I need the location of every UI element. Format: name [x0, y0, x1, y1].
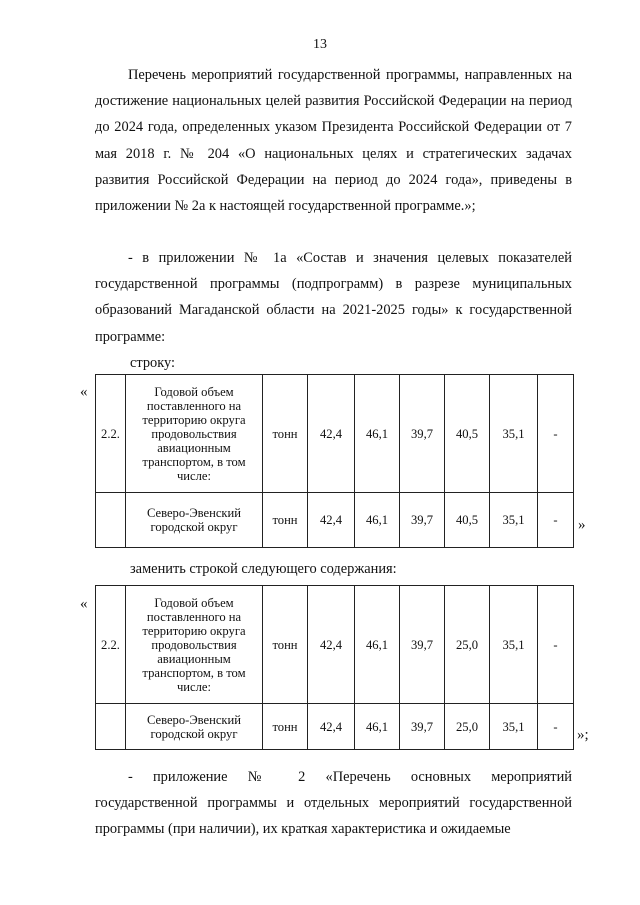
appendix1-paragraph: - в приложении № 1а «Состав и значения целевых показателей государственной программы (подпрограмм) в разрезе муниципальных образований Магаданской области на 2021-2025 годы» к государственной программе: — [95, 250, 572, 345]
subindicator-name: Северо-Эвенский городской округ — [126, 493, 263, 548]
appendix2-paragraph: государственной программы и отдельных мероприятий государственной программы (при наличии), их краткая характеристика и ожидаемые — [95, 795, 572, 838]
row-number: 2.2. — [96, 375, 126, 493]
quote-open-old: « — [80, 384, 88, 400]
value-cell: - — [538, 586, 574, 704]
value-cell: 42,4 — [308, 704, 355, 750]
page-number: 13 — [313, 37, 327, 52]
intro-paragraph: Перечень мероприятий государственной программы, направленных на достижение национальных целей развития Российской Федерации на период до 2024 года, определенных указом Президента Российской Федерации от 7 мая 2018 г. № 204 «О национальных целях и стратегических задачах развития Российской Федерации на период до 2024 года», приведены в приложении № 2а к настоящей государственной программе.»; — [95, 67, 572, 215]
value-cell: 39,7 — [400, 704, 445, 750]
unit-cell: тонн — [263, 493, 308, 548]
value-cell: 39,7 — [400, 375, 445, 493]
value-cell: 42,4 — [308, 375, 355, 493]
value-cell: - — [538, 493, 574, 548]
value-cell: 35,1 — [490, 493, 538, 548]
value-cell: 46,1 — [355, 493, 400, 548]
table-row — [96, 493, 574, 548]
value-cell: 25,0 — [445, 704, 490, 750]
indicator-name: Годовой объем поставленного на территорию округа продовольствия авиационным транспортом, в том числе: — [126, 586, 263, 704]
table-row — [96, 375, 574, 493]
instruction-stroku: строку: — [130, 355, 176, 371]
value-cell: - — [538, 704, 574, 750]
table-row — [96, 586, 574, 704]
table-row — [96, 704, 574, 750]
value-cell: 42,4 — [308, 586, 355, 704]
new-row-table — [95, 585, 574, 750]
value-cell: 46,1 — [355, 704, 400, 750]
quote-close-old: » — [578, 517, 586, 533]
unit-cell: тонн — [263, 375, 308, 493]
indicator-name: Годовой объем поставленного на территорию округа продовольствия авиационным транспортом, в том числе: — [126, 375, 263, 493]
value-cell: 42,4 — [308, 493, 355, 548]
empty-cell — [96, 493, 126, 548]
value-cell: 40,5 — [445, 493, 490, 548]
unit-cell: тонн — [263, 704, 308, 750]
value-cell: 46,1 — [355, 586, 400, 704]
value-cell: 35,1 — [490, 704, 538, 750]
appendix2-first-line: - приложение № 2 «Перечень основных мероприятий — [128, 769, 572, 785]
empty-cell — [96, 704, 126, 750]
value-cell: - — [538, 375, 574, 493]
subindicator-name: Северо-Эвенский городской округ — [126, 704, 263, 750]
value-cell: 46,1 — [355, 375, 400, 493]
row-number: 2.2. — [96, 586, 126, 704]
value-cell: 39,7 — [400, 493, 445, 548]
value-cell: 35,1 — [490, 586, 538, 704]
unit-cell: тонн — [263, 586, 308, 704]
quote-open-new: « — [80, 596, 88, 612]
old-row-table — [95, 374, 574, 548]
value-cell: 39,7 — [400, 586, 445, 704]
value-cell: 25,0 — [445, 586, 490, 704]
instruction-replace: заменить строкой следующего содержания: — [130, 561, 397, 577]
quote-close-new: »; — [577, 727, 589, 743]
value-cell: 35,1 — [490, 375, 538, 493]
value-cell: 40,5 — [445, 375, 490, 493]
